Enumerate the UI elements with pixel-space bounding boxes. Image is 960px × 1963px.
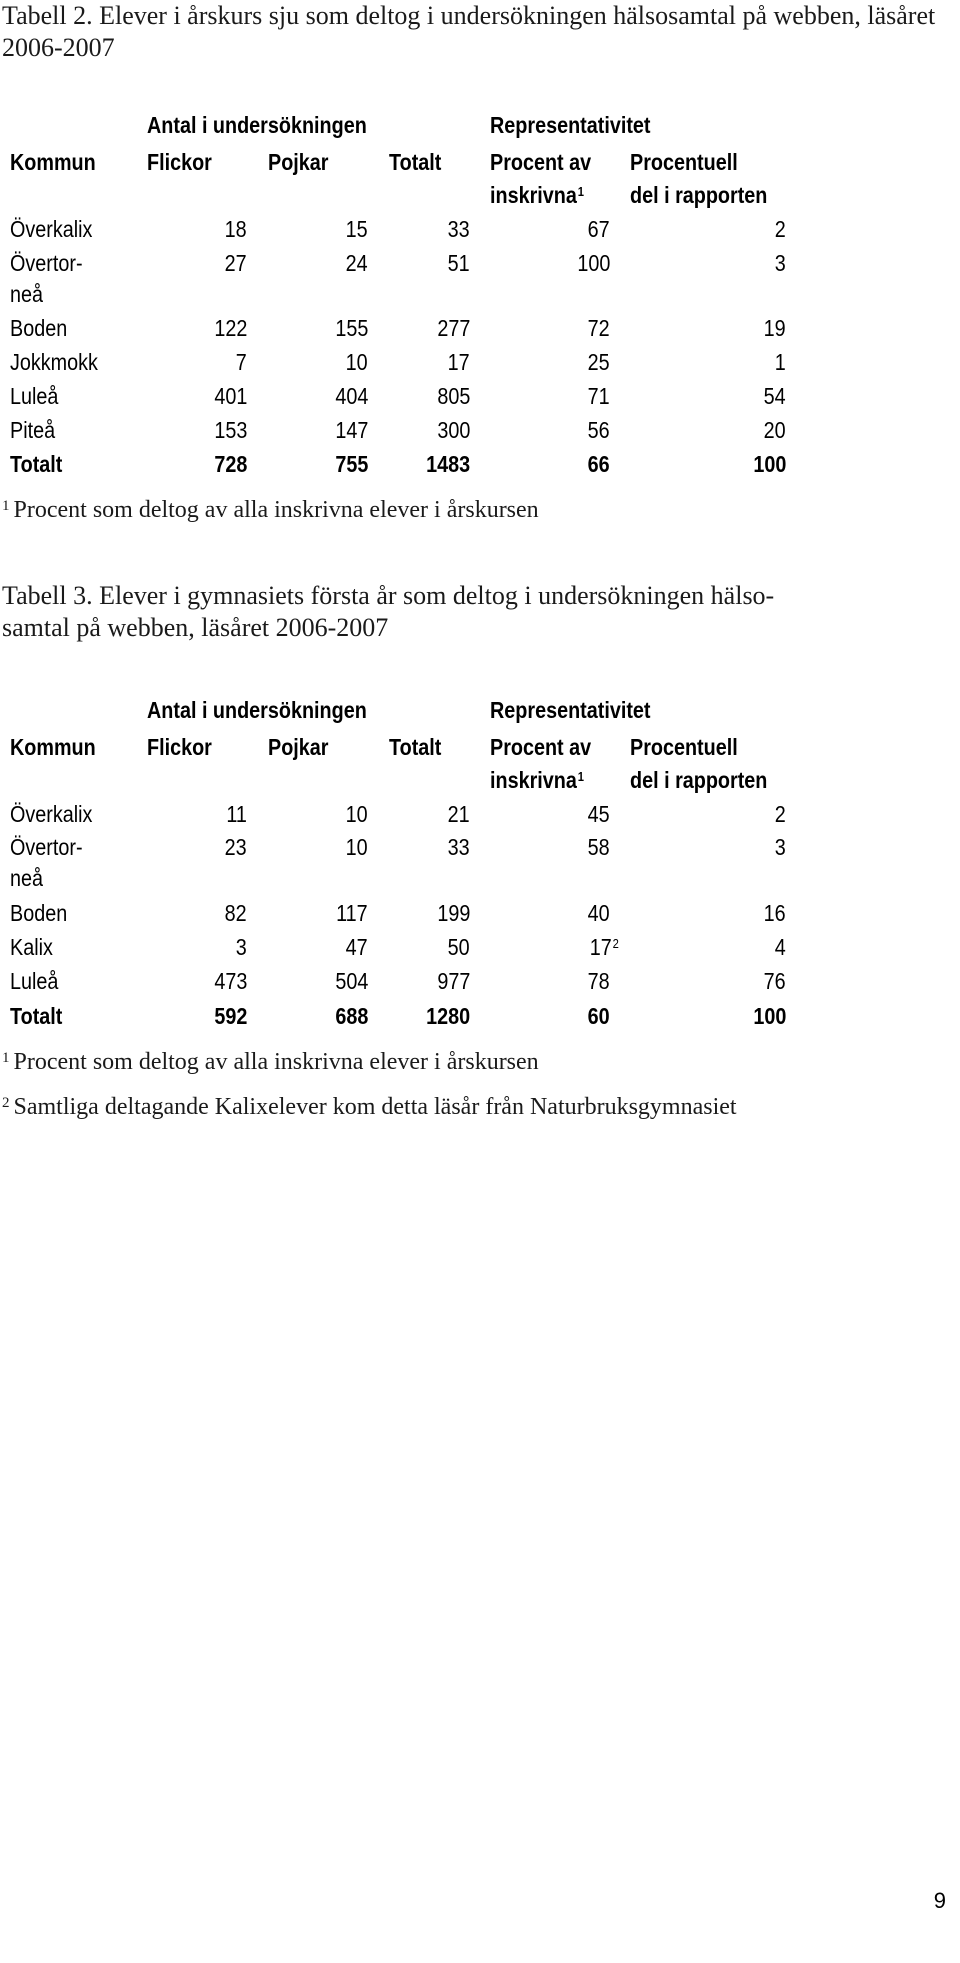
- table2-cell-andel: 19: [763, 315, 786, 341]
- table2-cell-procent: 25: [587, 349, 610, 375]
- table3-cell-totalt: 33: [447, 834, 470, 860]
- table2-cell-pojkar: 404: [334, 383, 368, 409]
- table2-cell-totalt: 300: [436, 417, 470, 443]
- table2-cell-kommun-cont: neå: [10, 281, 44, 307]
- table3-total-pojkar: 688: [334, 1003, 368, 1029]
- table2-cell-flickor: 153: [213, 417, 247, 443]
- table2-cell-procent: 71: [587, 383, 610, 409]
- table2-cell-totalt: 51: [447, 250, 470, 276]
- table3-cell-procent: 40: [587, 900, 610, 926]
- table3-cell-kommun: Kalix: [10, 934, 53, 960]
- table3-cell-totalt: 21: [447, 801, 470, 827]
- table2-col-inskrivna: inskrivna$^1$: [490, 182, 584, 208]
- footnote-marker: 2: [2, 1095, 10, 1111]
- table2-cell-procent: 100: [576, 250, 610, 276]
- table2-cell-totalt: 33: [447, 216, 470, 242]
- table3-col-del-i-rapporten: del i rapporten: [630, 767, 768, 793]
- table2-cell-pojkar: 147: [334, 417, 368, 443]
- footnote-marker: 1: [2, 1050, 10, 1066]
- table3-footnote-1: $^1$ Procent som deltog av alla inskrivna elever i årskursen: [2, 1049, 539, 1075]
- table2-total-andel: 100: [752, 451, 786, 477]
- table3-cell-procent: 58: [587, 834, 610, 860]
- table2-col-procent-av: Procent av: [490, 149, 592, 175]
- table3-col-totalt: Totalt: [389, 734, 442, 760]
- table3-total-andel: 100: [752, 1003, 786, 1029]
- table3-col-kommun: Kommun: [10, 734, 96, 760]
- table3-group-header-antal: Antal i undersökningen: [147, 697, 367, 723]
- table3-cell-flickor: 11: [226, 801, 247, 827]
- table2-cell-kommun: Boden: [10, 315, 68, 341]
- table3-cell-andel: 16: [763, 900, 786, 926]
- table2-total-flickor: 728: [213, 451, 247, 477]
- table2-caption: Tabell 2. Elever i årskurs sju som deltog i undersökningen hälsosamtal på webben, läsåret 2006-2007: [2, 1, 936, 62]
- table2-group-header-representativitet: Representativitet: [490, 112, 651, 138]
- table2-cell-andel: 20: [763, 417, 786, 443]
- table3-cell-pojkar: 117: [336, 900, 368, 926]
- table3-cell-kommun: Luleå: [10, 968, 59, 994]
- table3-cell-pojkar: 504: [334, 968, 368, 994]
- table3-cell-flickor: 23: [224, 834, 247, 860]
- table2-cell-flickor: 122: [213, 315, 247, 341]
- footnote-marker: 1: [577, 184, 584, 199]
- page-number: 9: [933, 1888, 946, 1913]
- table3-cell-andel: 3: [774, 834, 786, 860]
- table2-cell-pojkar: 15: [345, 216, 368, 242]
- table2-cell-flickor: 7: [235, 349, 247, 375]
- table2-cell-pojkar: 10: [345, 349, 368, 375]
- table3-cell-flickor: 473: [213, 968, 247, 994]
- table2-cell-flickor: 27: [224, 250, 247, 276]
- table3-cell-flickor: 82: [224, 900, 247, 926]
- table2-col-del-i-rapporten: del i rapporten: [630, 182, 768, 208]
- table2-cell-pojkar: 24: [345, 250, 368, 276]
- table2-cell-kommun: Jokkmokk: [10, 349, 98, 375]
- table3-cell-totalt: 199: [436, 900, 470, 926]
- table2-cell-totalt: 805: [436, 383, 470, 409]
- table2-cell-andel: 1: [774, 349, 786, 375]
- table2-cell-flickor: 18: [224, 216, 247, 242]
- table3-caption: [2, 580, 942, 644]
- table3-col-inskrivna: inskrivna$^1$: [490, 767, 584, 793]
- table2-total-pojkar: 755: [334, 451, 368, 477]
- table3-cell-pojkar: 10: [345, 834, 368, 860]
- table3-cell-pojkar: 10: [345, 801, 368, 827]
- table2-cell-kommun: Överkalix: [10, 216, 93, 242]
- table3-cell-flickor: 3: [235, 934, 247, 960]
- table2-cell-andel: 2: [774, 216, 786, 242]
- footnote-marker: 2: [612, 936, 619, 951]
- table2-cell-kommun: Övertor-: [10, 250, 83, 276]
- table2-cell-kommun: Piteå: [10, 417, 56, 443]
- table3-group-header-representativitet: Representativitet: [490, 697, 651, 723]
- table2-cell-andel: 54: [763, 383, 786, 409]
- table2-col-totalt: Totalt: [389, 149, 442, 175]
- table3-col-flickor: Flickor: [147, 734, 212, 760]
- table2-cell-totalt: 17: [447, 349, 470, 375]
- table2-cell-pojkar: 155: [334, 315, 368, 341]
- table3-total-flickor: 592: [213, 1003, 247, 1029]
- table3-cell-andel: 2: [774, 801, 786, 827]
- table2-cell-flickor: 401: [213, 383, 247, 409]
- table3-col-procent-av: Procent av: [490, 734, 592, 760]
- table3-cell-andel: 4: [774, 934, 786, 960]
- table2-col-kommun: Kommun: [10, 149, 96, 175]
- table2-footnote: $^1$ Procent som deltog av alla inskrivna elever i årskursen: [2, 497, 539, 523]
- table3-cell-kommun: Övertor-: [10, 834, 83, 860]
- table3-cell-procent: 78: [587, 968, 610, 994]
- table3-cell-totalt: 50: [447, 934, 470, 960]
- table3-caption-line: samtal på webben, läsåret 2006-2007: [2, 613, 389, 642]
- table2-col-flickor: Flickor: [147, 149, 212, 175]
- table2-cell-kommun: Luleå: [10, 383, 59, 409]
- table3-cell-kommun: Boden: [10, 900, 68, 926]
- table2-cell-totalt: 277: [436, 315, 470, 341]
- table3-footnote-2: $^2$ Samtliga deltagande Kalixelever kom detta läsår från Naturbruksgymnasiet: [2, 1094, 737, 1120]
- table3-cell-procent: 45: [587, 801, 610, 827]
- table3-total-procent: 60: [587, 1003, 610, 1029]
- table3-cell-kommun: Överkalix: [10, 801, 93, 827]
- table2-cell-procent: 67: [587, 216, 610, 242]
- table3-cell-andel: 76: [763, 968, 786, 994]
- table3-cell-procent: $17^2$: [589, 934, 619, 960]
- table2-col-pojkar: Pojkar: [268, 149, 329, 175]
- table3-caption-line: Tabell 3. Elever i gymnasiets första år som deltog i undersökningen hälso-: [2, 581, 775, 610]
- table3-total-totalt: 1280: [425, 1003, 470, 1029]
- table2-cell-procent: 56: [587, 417, 610, 443]
- table3-cell-kommun-cont: neå: [10, 865, 44, 891]
- table2-cell-procent: 72: [587, 315, 610, 341]
- table3-total-label: Totalt: [10, 1003, 63, 1029]
- table2-cell-andel: 3: [774, 250, 786, 276]
- table3-col-pojkar: Pojkar: [268, 734, 329, 760]
- table2-total-totalt: 1483: [425, 451, 470, 477]
- table2-col-procentuell: Procentuell: [630, 149, 738, 175]
- table2-group-header-antal: Antal i undersökningen: [147, 112, 367, 138]
- footnote-marker: 1: [2, 498, 10, 514]
- table3-col-procentuell: Procentuell: [630, 734, 738, 760]
- table2-total-label: Totalt: [10, 451, 63, 477]
- table3-cell-totalt: 977: [436, 968, 470, 994]
- table2-total-procent: 66: [587, 451, 610, 477]
- footnote-marker: 1: [577, 769, 584, 784]
- table3-cell-pojkar: 47: [345, 934, 368, 960]
